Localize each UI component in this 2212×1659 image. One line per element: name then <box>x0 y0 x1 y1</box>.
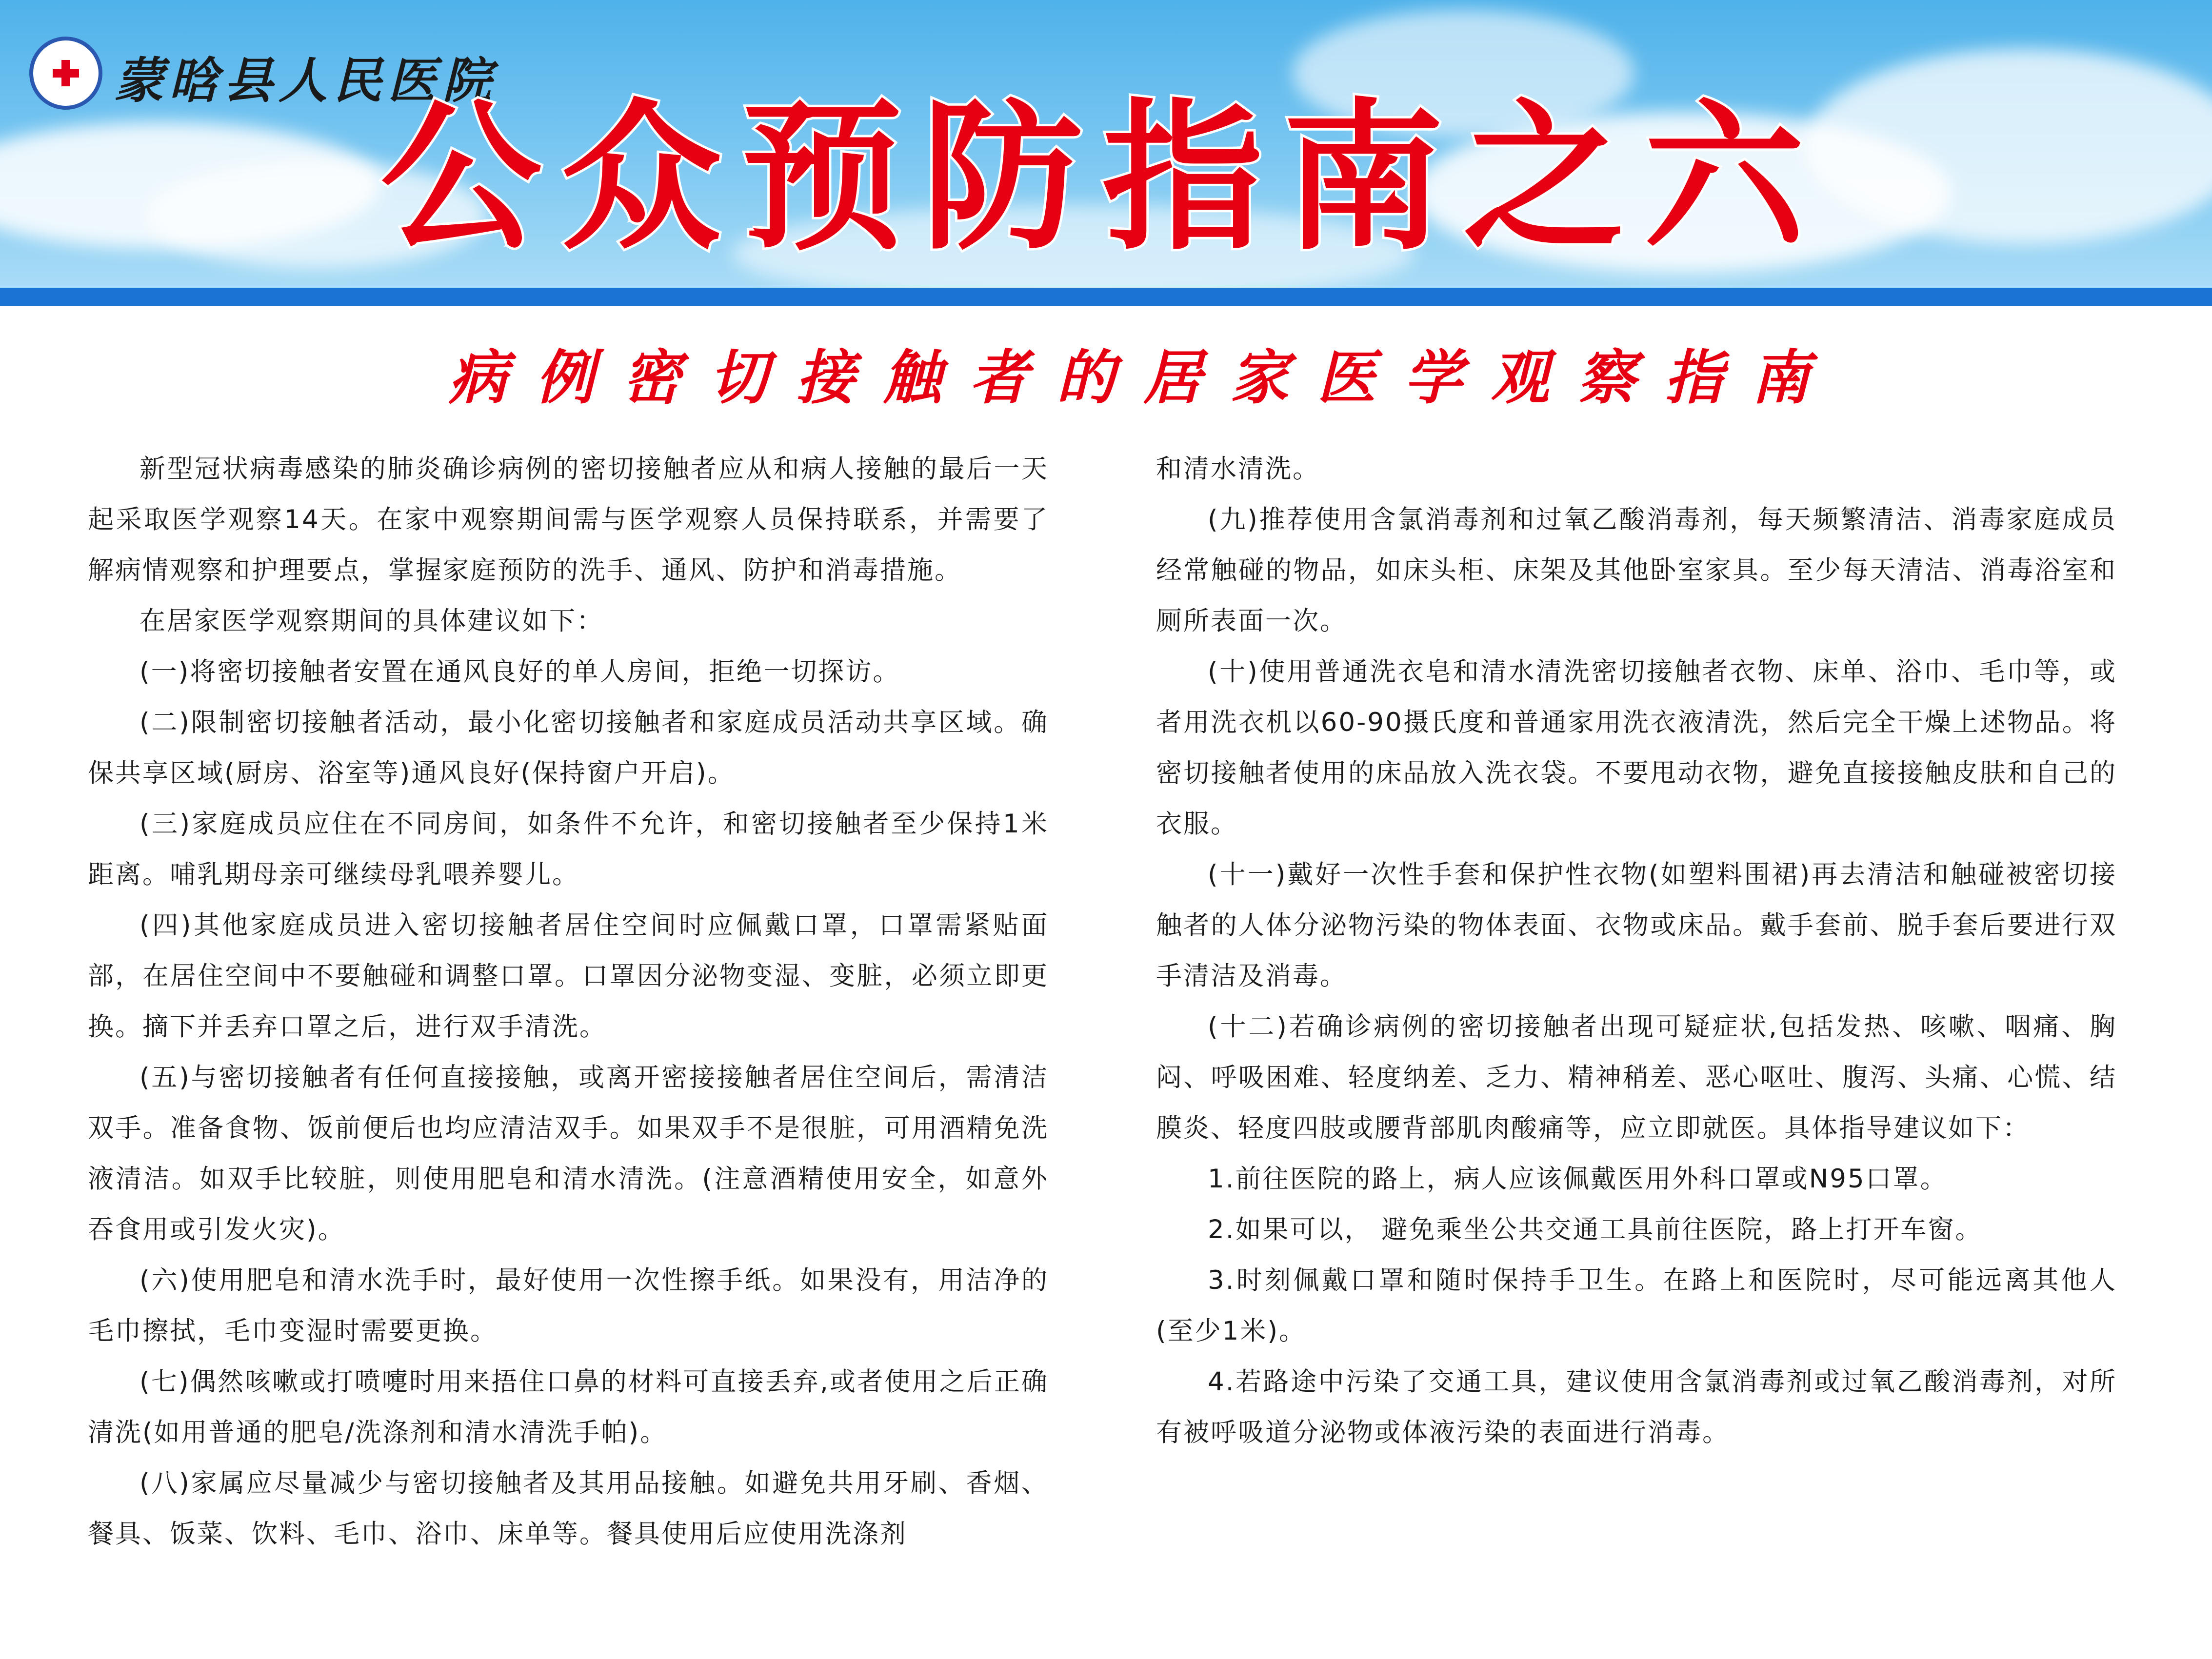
paragraph: (十)使用普通洗衣皂和清水清洗密切接触者衣物、床单、浴巾、毛巾等，或者用洗衣机以60-90摄氏度和普通家用洗衣液清洗，然后完全干燥上述物品。将密切接触者使用的床品放入洗衣袋。不要甩动衣物，避免直接接触皮肤和自己的衣服。 <box>1156 657 2117 839</box>
list-item: 4.若路途中污染了交通工具，建议使用含氯消毒剂或过氧乙酸消毒剂，对所有被呼吸道分泌物或体液污染的表面进行消毒。 <box>1156 1367 2117 1447</box>
paragraph: (四)其他家庭成员进入密切接触者居住空间时应佩戴口罩，口罩需紧贴面部，在居住空间中不要触碰和调整口罩。口罩因分泌物变湿、变脏，必须立即更换。摘下并丢弃口罩之后，进行双手清洗。 <box>88 910 1049 1042</box>
list-item: 1.前往医院的路上，病人应该佩戴医用外科口罩或N95口罩。 <box>1208 1164 1948 1194</box>
paragraph: (十一)戴好一次性手套和保护性衣物(如塑料围裙)再去清洁和触碰被密切接触者的人体分泌物污染的物体表面、衣物或床品。戴手套前、脱手套后要进行双手清洁及消毒。 <box>1156 860 2117 991</box>
paragraph: (十二)若确诊病例的密切接触者出现可疑症状,包括发热、咳嗽、咽痛、胸闷、呼吸困难、轻度纳差、乏力、精神稍差、恶心呕吐、腹泻、头痛、心慌、结膜炎、轻度四肢或腰背部肌肉酸痛等，应立即就医。具体指导建议如下： <box>1156 1012 2117 1143</box>
paragraph: (八)家属应尽量减少与密切接触者及其用品接触。如避免共用牙刷、香烟、餐具、饭菜、饮料、毛巾、浴巾、床单等。餐具使用后应使用洗涤剂 <box>88 1468 1049 1549</box>
paragraph: (五)与密切接触者有任何直接接触，或离开密接接触者居住空间后，需清洁双手。准备食物、饭前便后也均应清洁双手。如果双手不是很脏，可用酒精免洗液清洁。如双手比较脏，则使用肥皂和清水清洗。(注意酒精使用安全，如意外吞食用或引发火灾)。 <box>88 1063 1049 1244</box>
list-item: 3.时刻佩戴口罩和随时保持手卫生。在路上和医院时，尽可能远离其他人(至少1米)。 <box>1156 1265 2117 1346</box>
paragraph: (一)将密切接触者安置在通风良好的单人房间，拒绝一切探访。 <box>139 657 900 687</box>
list-item: 2.如果可以， 避免乘坐公共交通工具前往医院，路上打开车窗。 <box>1208 1215 1983 1244</box>
paragraph: 在居家医学观察期间的具体建议如下： <box>139 606 604 636</box>
red-cross-icon <box>53 60 79 86</box>
hospital-logo-icon <box>29 37 102 110</box>
left-text-column <box>88 444 1049 1560</box>
document-subtitle: 病例密切接触者的居家医学观察指南 <box>449 343 1838 412</box>
paragraph: (六)使用肥皂和清水洗手时，最好使用一次性擦手纸。如果没有，用洁净的毛巾擦拭，毛巾变湿时需要更换。 <box>88 1265 1049 1346</box>
page-title: 公众预防指南之六 <box>380 84 1824 272</box>
sky-header-banner <box>0 0 2212 288</box>
header-divider-stripe <box>0 288 2212 306</box>
right-text-column <box>1156 444 2117 1458</box>
paragraph: (三)家庭成员应住在不同房间，如条件不允许，和密切接触者至少保持1米距离。哺乳期母亲可继续母乳喂养婴儿。 <box>88 809 1049 889</box>
paragraph: 新型冠状病毒感染的肺炎确诊病例的密切接触者应从和病人接触的最后一天起采取医学观察14天。在家中观察期间需与医学观察人员保持联系，并需要了解病情观察和护理要点，掌握家庭预防的洗手、通风、防护和消毒措施。 <box>88 454 1049 585</box>
paragraph: (九)推荐使用含氯消毒剂和过氧乙酸消毒剂，每天频繁清洁、消毒家庭成员经常触碰的物品，如床头柜、床架及其他卧室家具。至少每天清洁、消毒浴室和厕所表面一次。 <box>1156 505 2117 636</box>
paragraph: (二)限制密切接触者活动，最小化密切接触者和家庭成员活动共享区域。确保共享区域(厨房、浴室等)通风良好(保持窗户开启)。 <box>88 708 1049 788</box>
hospital-name: 蒙晗县人民医院 <box>115 52 497 109</box>
paragraph-continued: 和清水清洗。 <box>1156 454 1320 484</box>
paragraph: (七)偶然咳嗽或打喷嚏时用来捂住口鼻的材料可直接丢弃,或者使用之后正确清洗(如用普通的肥皂/洗涤剂和清水清洗手帕)。 <box>88 1367 1049 1447</box>
